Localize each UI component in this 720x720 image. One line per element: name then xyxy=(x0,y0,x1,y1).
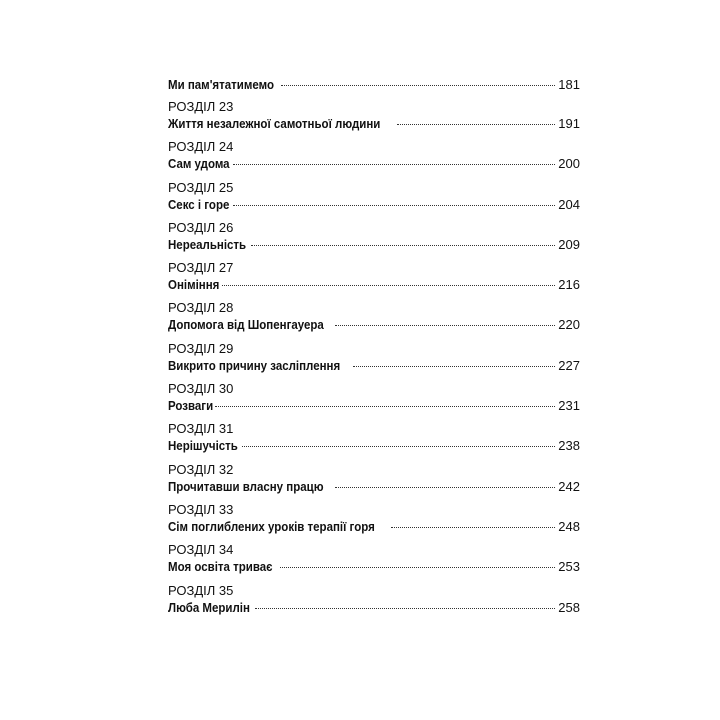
toc-line xyxy=(168,115,580,133)
chapter-label: РОЗДІЛ 29 xyxy=(168,340,234,356)
page-number: 248 xyxy=(558,518,580,534)
toc-line xyxy=(168,599,580,617)
toc-chapter-entry xyxy=(168,541,580,581)
chapter-title: Розваги xyxy=(168,399,214,414)
chapter-title: Нерішучість xyxy=(168,439,238,454)
chapter-list xyxy=(168,98,580,622)
page-number: 209 xyxy=(558,236,580,252)
page-number: 200 xyxy=(558,156,580,172)
toc-chapter-entry xyxy=(168,501,580,541)
toc-line xyxy=(168,558,580,576)
dot-leader xyxy=(242,446,555,447)
dot-leader xyxy=(215,406,555,407)
toc-chapter-entry xyxy=(168,259,580,299)
table-of-contents xyxy=(168,76,580,622)
dot-leader xyxy=(397,124,555,125)
toc-line xyxy=(168,236,580,254)
dot-leader xyxy=(281,85,555,86)
toc-chapter-entry xyxy=(168,340,580,380)
chapter-title: Життя незалежної самотньої людини xyxy=(168,117,381,131)
toc-line xyxy=(168,196,580,214)
toc-entry xyxy=(168,76,580,98)
toc-line xyxy=(168,76,580,94)
chapter-label: РОЗДІЛ 26 xyxy=(168,219,234,235)
chapter-label: РОЗДІЛ 33 xyxy=(168,501,234,517)
dot-leader xyxy=(222,285,555,286)
chapter-label: РОЗДІЛ 31 xyxy=(168,421,234,437)
toc-line xyxy=(168,276,580,294)
dot-leader xyxy=(335,325,555,326)
chapter-label: РОЗДІЛ 27 xyxy=(168,260,234,276)
chapter-title: Люба Мерилін xyxy=(168,600,250,615)
dot-leader xyxy=(353,366,555,367)
chapter-label: РОЗДІЛ 24 xyxy=(168,139,234,155)
page-number: 227 xyxy=(558,357,580,373)
chapter-title: Нереальність xyxy=(168,237,247,252)
toc-line xyxy=(168,397,580,415)
toc-line xyxy=(168,155,580,173)
chapter-title: Моя освіта триває xyxy=(168,560,273,575)
toc-chapter-entry xyxy=(168,138,580,178)
dot-leader xyxy=(335,487,555,488)
page-number: 216 xyxy=(558,277,580,293)
dot-leader xyxy=(391,527,556,528)
chapter-title: Викрито причину засліплення xyxy=(168,358,341,373)
chapter-label: РОЗДІЛ 25 xyxy=(168,179,234,195)
page-number: 204 xyxy=(558,196,580,212)
toc-chapter-entry xyxy=(168,582,580,622)
dot-leader xyxy=(251,245,555,246)
toc-line xyxy=(168,316,580,334)
chapter-title: Сам удома xyxy=(168,157,230,172)
toc-chapter-entry xyxy=(168,299,580,339)
toc-chapter-entry xyxy=(168,461,580,501)
toc-chapter-entry xyxy=(168,98,580,138)
chapter-label: РОЗДІЛ 30 xyxy=(168,381,234,397)
chapter-label: РОЗДІЛ 32 xyxy=(168,461,234,477)
toc-line xyxy=(168,478,580,496)
chapter-title: Допомога від Шопенгауера xyxy=(168,318,324,333)
dot-leader xyxy=(280,567,556,568)
chapter-label: РОЗДІЛ 23 xyxy=(168,99,234,114)
entry-title: Ми пам'ятатимемо xyxy=(168,78,275,92)
page-number: 191 xyxy=(558,116,580,131)
page-number: 253 xyxy=(558,559,580,575)
dot-leader xyxy=(255,608,555,609)
chapter-label: РОЗДІЛ 28 xyxy=(168,300,234,316)
page-number: 238 xyxy=(558,438,580,454)
toc-chapter-entry xyxy=(168,380,580,420)
chapter-label: РОЗДІЛ 35 xyxy=(168,582,234,598)
toc-line xyxy=(168,437,580,455)
page-number: 231 xyxy=(558,398,580,414)
chapter-title: Прочитавши власну працю xyxy=(168,479,324,494)
toc-chapter-entry xyxy=(168,179,580,219)
chapter-title: Сім поглиблених уроків терапії горя xyxy=(168,519,375,534)
dot-leader xyxy=(233,164,555,165)
toc-line xyxy=(168,518,580,536)
toc-chapter-entry xyxy=(168,219,580,259)
toc-line xyxy=(168,357,580,375)
chapter-title: Оніміння xyxy=(168,278,220,293)
page-number: 181 xyxy=(558,77,580,92)
page-number: 220 xyxy=(558,317,580,333)
dot-leader xyxy=(233,205,556,206)
chapter-title: Секс і горе xyxy=(168,197,230,212)
page-number: 258 xyxy=(558,599,580,615)
toc-chapter-entry xyxy=(168,420,580,460)
chapter-label: РОЗДІЛ 34 xyxy=(168,542,234,558)
page-number: 242 xyxy=(558,478,580,494)
